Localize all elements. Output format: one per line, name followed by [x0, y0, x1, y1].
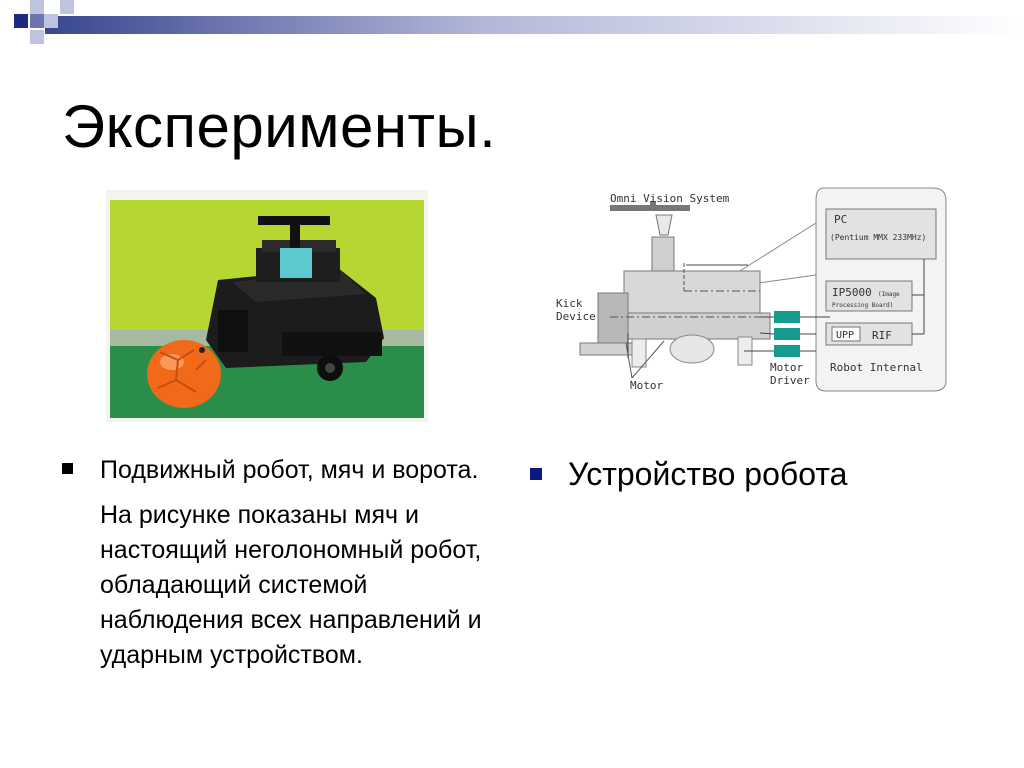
pc-label: PC	[834, 213, 848, 226]
left-column	[62, 453, 482, 673]
left-description: На рисунке показаны мяч и настоящий неголономный робот, обладающий системой наблюдения всех направлений и ударным устройством.	[100, 501, 482, 669]
robot-block-diagram	[548, 183, 950, 397]
rif-label: RIF	[872, 329, 892, 342]
pc-sub: (Pentium MMX 233MHz)	[830, 233, 927, 242]
motor-driver-label-2: Driver	[770, 374, 810, 387]
right-bullet	[530, 454, 950, 494]
right-bullet-text: Устройство робота	[568, 456, 848, 492]
slide-title: Эксперименты.	[62, 93, 497, 160]
robot-internal-label: Robot Internal	[830, 361, 923, 374]
robot-photo	[106, 190, 428, 422]
kick-label-2: Device	[556, 310, 596, 323]
left-bullet	[62, 453, 482, 488]
motor-label: Motor	[630, 379, 664, 392]
bullet-marker	[530, 468, 542, 480]
ip-sub1: (Image	[878, 291, 900, 298]
bullet-marker	[62, 463, 73, 474]
upp-label: UPP	[836, 330, 855, 341]
motor-driver-label-1: Motor	[770, 361, 804, 374]
right-column	[530, 454, 950, 494]
omni-label: Omni Vision System	[610, 192, 730, 205]
ip-sub2: Processing Board)	[832, 302, 894, 309]
ip-label: IP5000	[832, 286, 872, 299]
left-bullet-text: Подвижный робот, мяч и ворота.	[100, 456, 479, 484]
header-decoration	[0, 0, 1024, 50]
kick-label-1: Kick	[556, 297, 583, 310]
